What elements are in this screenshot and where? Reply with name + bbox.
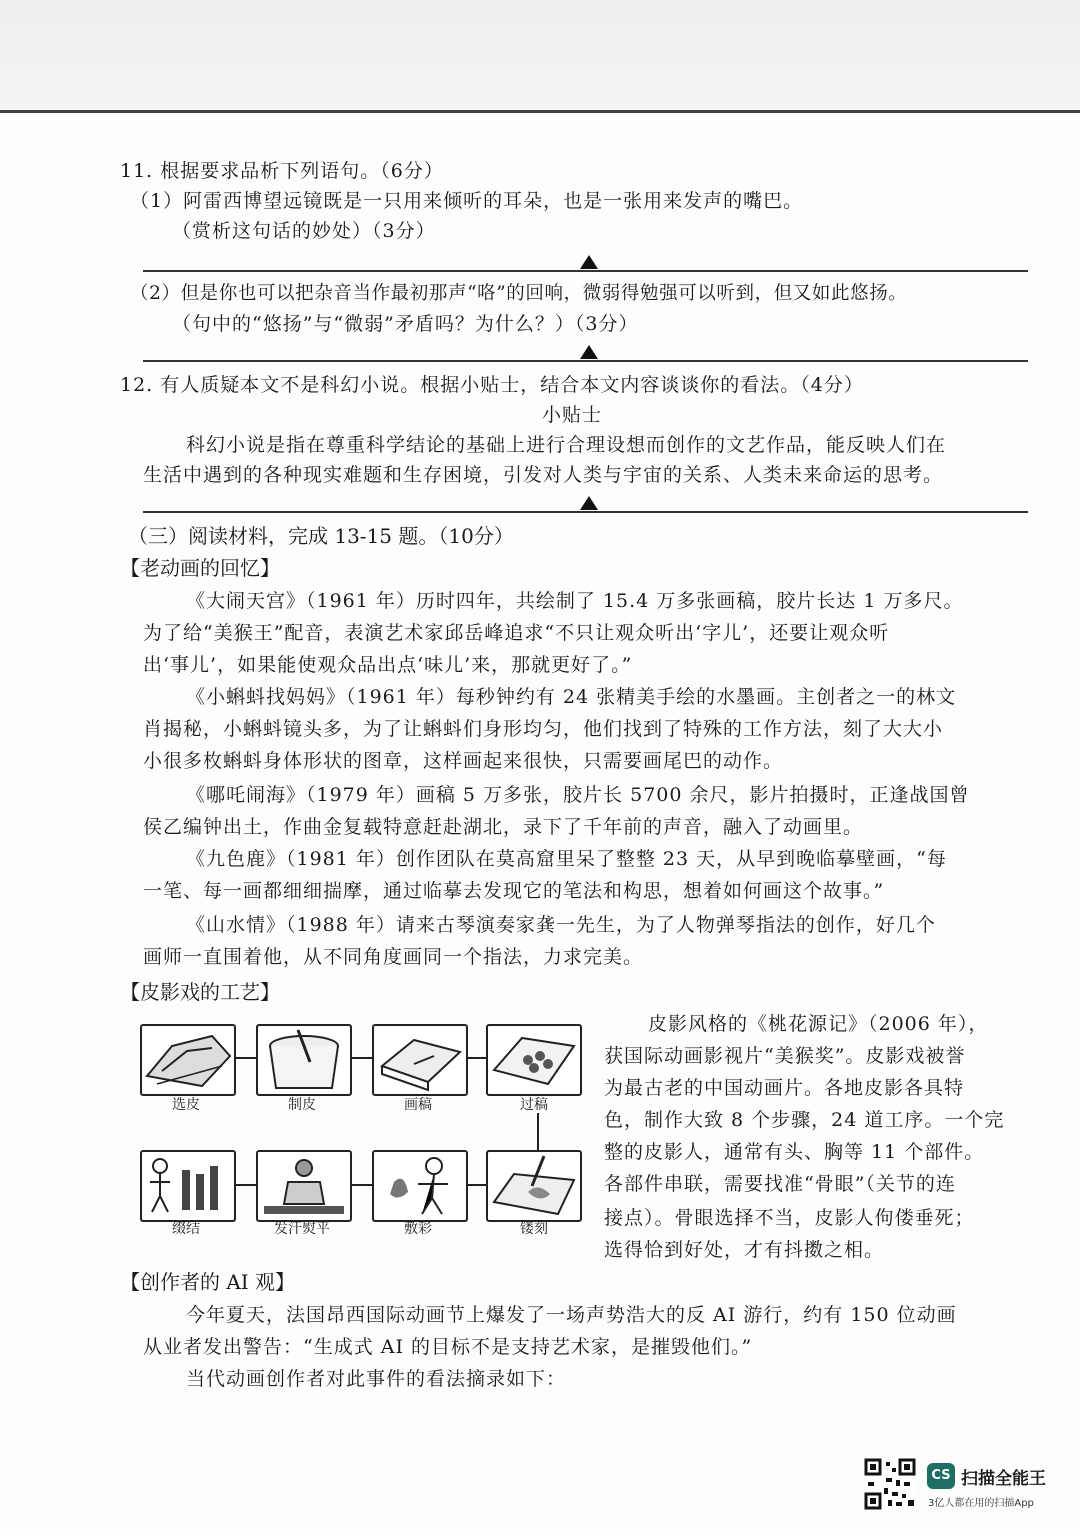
- connector-line: [234, 1184, 258, 1186]
- step-label: 缀结: [172, 1221, 200, 1237]
- step-label: 过稿: [520, 1097, 548, 1113]
- step-label: 制皮: [288, 1097, 316, 1113]
- q11-title: 11. 根据要求品析下列语句。（6分）: [120, 160, 444, 182]
- memory-line: 《哪吒闹海》（1979 年）画稿 5 万多张，胶片长 5700 余尺，影片拍摄时，正逢战国曾: [186, 784, 970, 806]
- connector-line: [350, 1057, 374, 1059]
- step-assemble-illustration: [140, 1150, 236, 1222]
- craft-line: 接点）。骨眼选择不当，皮影人佝偻垂死；: [604, 1207, 975, 1229]
- craft-line: 选得恰到好处，才有抖擞之相。: [604, 1239, 885, 1261]
- memory-line: 小很多枚蝌蚪身体形状的图章，这样画起来很快，只需要画尾巴的动作。: [143, 750, 784, 772]
- page-top-rule: [0, 110, 1080, 113]
- step-label: 发汗熨平: [274, 1221, 330, 1237]
- qr-code-icon: [864, 1458, 916, 1510]
- memory-line: 为了给“美猴王”配音，表演艺术家邱岳峰追求“不只让观众听出‘字儿’，还要让观众听: [143, 622, 890, 644]
- answer-marker-icon: [580, 496, 598, 510]
- ai-heading: 【创作者的 AI 观】: [120, 1270, 296, 1294]
- step-label: 镂刻: [520, 1221, 548, 1237]
- step-label: 画稿: [404, 1097, 432, 1113]
- connector-line: [350, 1184, 374, 1186]
- step-make-hide-illustration: [256, 1024, 352, 1096]
- memory-line: 出‘事儿’，如果能使观众品出点‘味儿’来，那就更好了。”: [143, 654, 633, 676]
- step-coloring-illustration: [372, 1150, 468, 1222]
- q11-part2-task: （句中的“悠扬”与“微弱”矛盾吗？为什么？）（3分）: [172, 313, 639, 335]
- brand-name: 扫描全能王: [961, 1469, 1046, 1489]
- ai-line: 从业者发出警告：“生成式 AI 的目标不是支持艺术家，是摧毁他们。”: [143, 1336, 753, 1358]
- tip-title: 小贴士: [542, 404, 603, 426]
- answer-line: [143, 270, 1028, 272]
- scan-top-margin: [0, 0, 1080, 112]
- craft-line: 皮影风格的《桃花源记》（2006 年），: [648, 1013, 989, 1035]
- memory-line: 《小蝌蚪找妈妈》（1961 年）每秒钟约有 24 张精美手绘的水墨画。主创者之一的林文: [186, 686, 957, 708]
- memory-line: 画师一直围着他，从不同角度画同一个指法，力求完美。: [143, 946, 644, 968]
- tip-line: 生活中遇到的各种现实难题和生存困境，引发对人类与宇宙的关系、人类未来命运的思考。: [143, 464, 944, 486]
- q11-part1-text: （1）阿雷西博望远镜既是一只用来倾听的耳朵，也是一张用来发声的嘴巴。: [130, 190, 804, 212]
- memory-line: 侯乙编钟出土，作曲金复载特意赶赴湖北，录下了千年前的声音，融入了动画里。: [143, 816, 864, 838]
- answer-marker-icon: [580, 255, 598, 269]
- q12-title: 12. 有人质疑本文不是科幻小说。根据小贴士，结合本文内容谈谈你的看法。（4分）: [120, 374, 864, 396]
- ai-line: 今年夏天，法国昂西国际动画节上爆发了一场声势浩大的反 AI 游行，约有 150 位动画: [186, 1304, 957, 1326]
- craft-heading: 【皮影戏的工艺】: [120, 980, 280, 1004]
- answer-line: [143, 511, 1028, 513]
- memory-line: 一笔、每一画都细细揣摩，通过临摹去发现它的笔法和构思，想着如何画这个故事。”: [143, 880, 885, 902]
- connector-line: [466, 1057, 488, 1059]
- q11-part1-task: （赏析这句话的妙处）（3分）: [172, 220, 436, 242]
- craft-line: 色，制作大致 8 个步骤，24 道工序。一个完: [604, 1109, 1005, 1131]
- craft-line: 为最古老的中国动画片。各地皮影各具特: [604, 1077, 965, 1099]
- memory-line: 肖揭秘，小蝌蚪镜头多，为了让蝌蚪们身形均匀，他们找到了特殊的工作方法，刻了大大小: [143, 718, 944, 740]
- connector-line: [537, 1113, 539, 1151]
- step-carving-illustration: [486, 1150, 582, 1222]
- connector-line: [234, 1057, 258, 1059]
- memory-line: 《九色鹿》（1981 年）创作团队在莫高窟里呆了整整 23 天，从早到晚临摹壁画，“每: [186, 848, 947, 870]
- step-select-hide-illustration: [140, 1024, 236, 1096]
- section-title: （三）阅读材料，完成 13-15 题。（10分）: [128, 524, 514, 548]
- step-sweat-flatten-illustration: [256, 1150, 352, 1222]
- craft-line: 获国际动画影视片“美猴奖”。皮影戏被誉: [604, 1045, 966, 1067]
- step-label: 敷彩: [404, 1221, 432, 1237]
- memory-line: 《山水情》（1988 年）请来古琴演奏家龚一先生，为了人物弹琴指法的创作，好几个: [186, 914, 936, 936]
- brand-tagline: 3亿人都在用的扫描App: [928, 1498, 1034, 1509]
- tip-line: 科幻小说是指在尊重科学结论的基础上进行合理设想而创作的文艺作品，能反映人们在: [186, 434, 947, 456]
- answer-line: [143, 360, 1028, 362]
- step-transfer-illustration: [486, 1024, 582, 1096]
- craft-line: 整的皮影人，通常有头、胸等 11 个部件。: [604, 1141, 985, 1163]
- ai-line: 当代动画创作者对此事件的看法摘录如下：: [186, 1368, 567, 1390]
- step-draft-illustration: [372, 1024, 468, 1096]
- answer-marker-icon: [580, 345, 598, 359]
- craft-line: 各部件串联，需要找准“骨眼”（关节的连: [604, 1173, 956, 1195]
- connector-line: [466, 1184, 488, 1186]
- camscanner-logo-icon: CS: [927, 1463, 955, 1489]
- step-label: 选皮: [172, 1097, 200, 1113]
- q11-part2-text: （2）但是你也可以把杂音当作最初那声“咯”的回响，微弱得勉强可以听到，但又如此悠扬。: [130, 283, 908, 304]
- memory-line: 《大闹天宫》（1961 年）历时四年，共绘制了 15.4 万多张画稿，胶片长达 1 万多尺。: [186, 590, 964, 612]
- memory-heading: 【老动画的回忆】: [120, 556, 280, 580]
